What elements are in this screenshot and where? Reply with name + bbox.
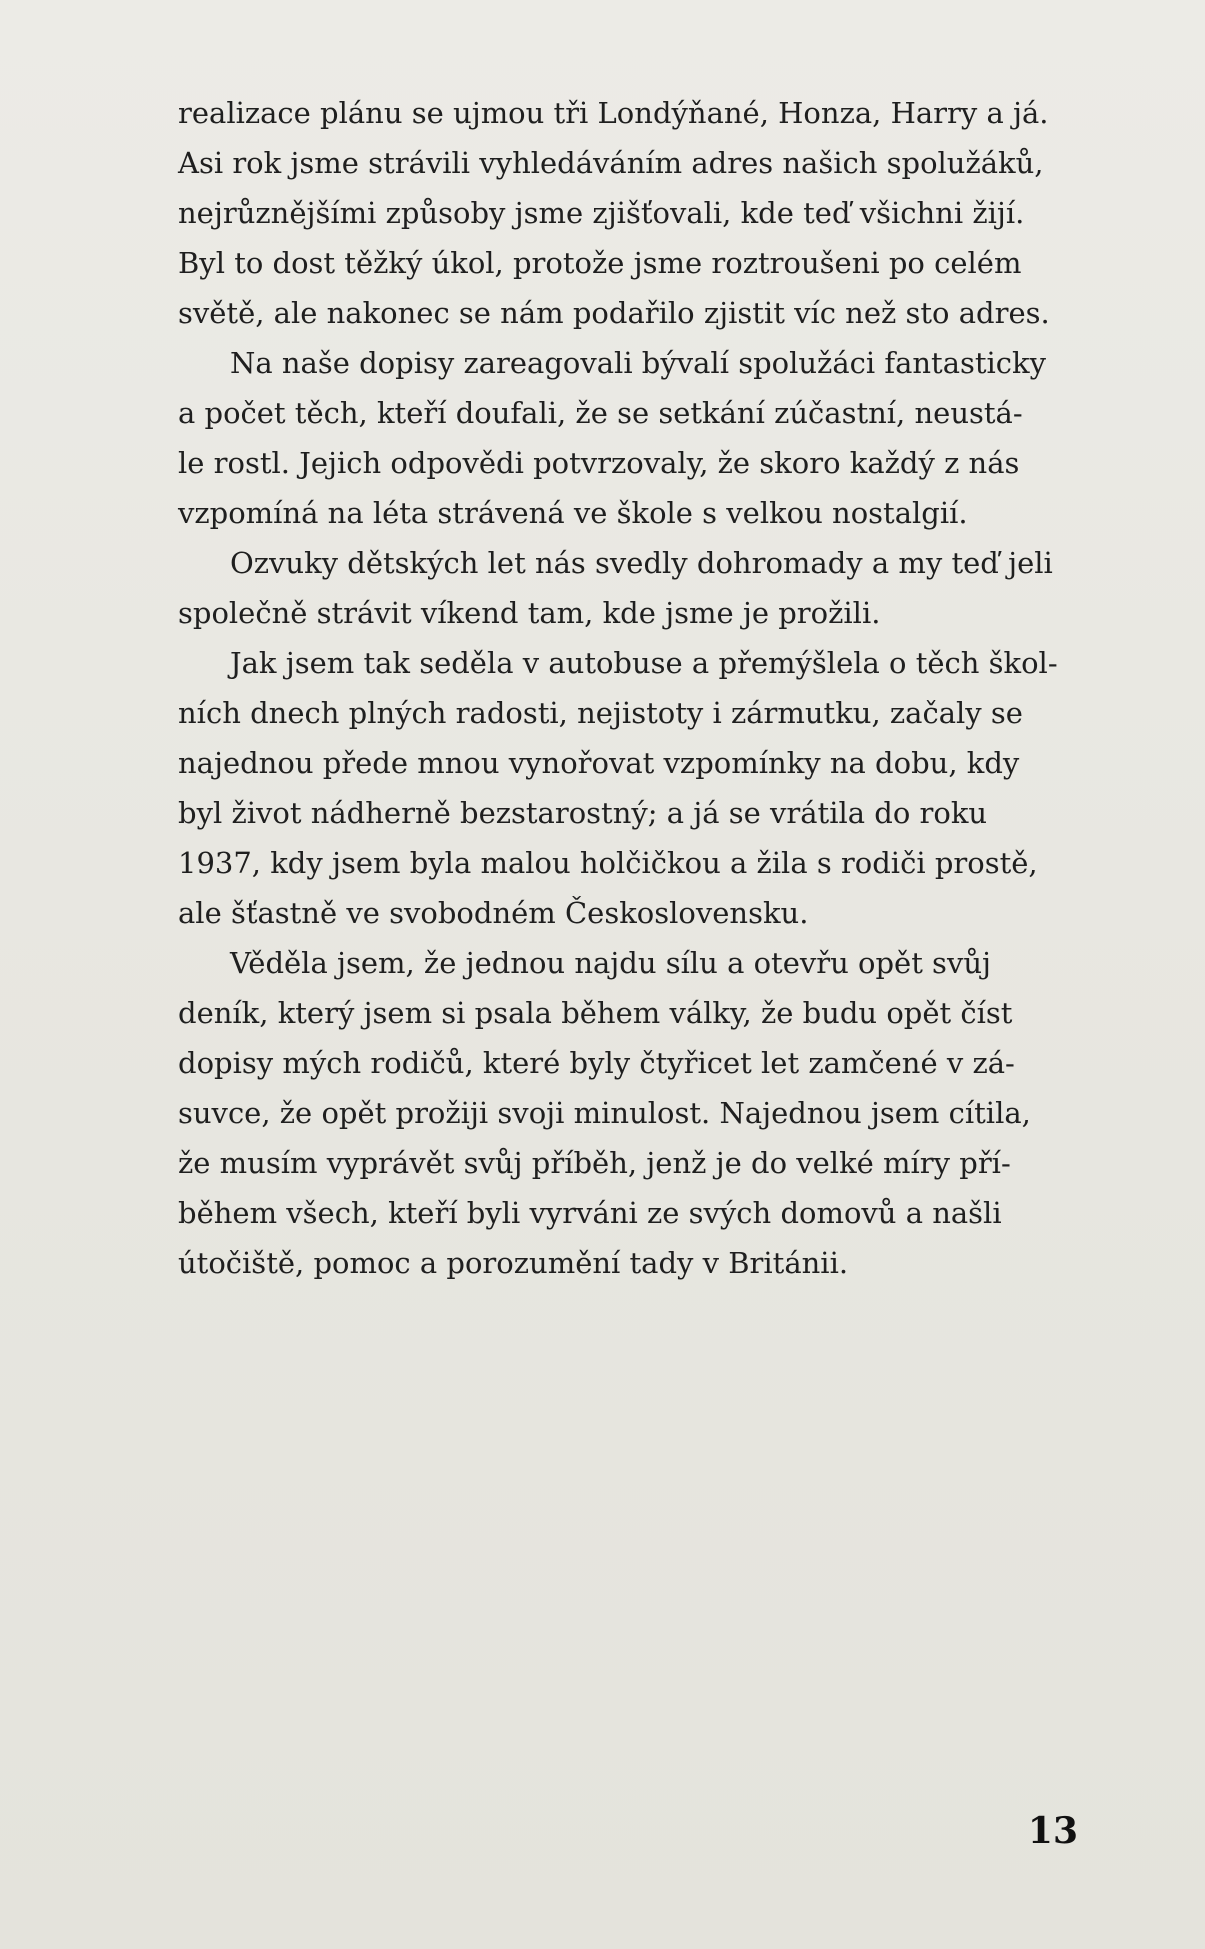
text-line: že musím vyprávět svůj příběh, jenž je do velké míry pří- <box>178 1146 1011 1180</box>
text-line: společně strávit víkend tam, kde jsme je prožili. <box>178 596 881 630</box>
text-line: Asi rok jsme strávili vyhledáváním adres našich spolužáků, <box>178 146 1044 180</box>
text-line: Byl to dost těžký úkol, protože jsme roztroušeni po celém <box>178 246 1022 280</box>
paragraph-2 <box>178 338 1078 538</box>
text-line: a počet těch, kteří doufali, že se setkání zúčastní, neustá- <box>178 396 1023 430</box>
paragraph-3 <box>178 538 1078 638</box>
text-line: útočiště, pomoc a porozumění tady v Británii. <box>178 1246 849 1280</box>
text-line: dopisy mých rodičů, které byly čtyřicet let zamčené v zá- <box>178 1046 1015 1080</box>
text-line: deník, který jsem si psala během války, že budu opět číst <box>178 996 1013 1030</box>
text-line: suvce, že opět prožiji svoji minulost. Najednou jsem cítila, <box>178 1096 1031 1130</box>
text-line: realizace plánu se ujmou tři Londýňané, Honza, Harry a já. <box>178 96 1049 130</box>
text-line: Jak jsem tak seděla v autobuse a přemýšlela o těch škol- <box>230 646 1058 680</box>
text-line: le rostl. Jejich odpovědi potvrzovaly, že skoro každý z nás <box>178 446 1020 480</box>
body-text <box>178 88 1078 1288</box>
text-line: Na naše dopisy zareagovali bývalí spolužáci fantasticky <box>230 346 1047 380</box>
text-line: světě, ale nakonec se nám podařilo zjistit víc než sto adres. <box>178 296 1050 330</box>
text-line: Věděla jsem, že jednou najdu sílu a otevřu opět svůj <box>230 946 991 980</box>
text-line: ních dnech plných radosti, nejistoty i zármutku, začaly se <box>178 696 1023 730</box>
text-line: ale šťastně ve svobodném Československu. <box>178 896 809 930</box>
paragraph-1 <box>178 88 1078 338</box>
text-line: nejrůznějšími způsoby jsme zjišťovali, kde teď všichni žijí. <box>178 196 1025 230</box>
text-line: vzpomíná na léta strávená ve škole s velkou nostalgií. <box>178 496 968 530</box>
paragraph-5 <box>178 938 1078 1288</box>
text-line: najednou přede mnou vynořovat vzpomínky na dobu, kdy <box>178 746 1020 780</box>
text-line: během všech, kteří byli vyrváni ze svých domovů a našli <box>178 1196 1002 1230</box>
paragraph-4 <box>178 638 1078 938</box>
page-number: 13 <box>1027 1810 1078 1852</box>
text-line: 1937, kdy jsem byla malou holčičkou a žila s rodiči prostě, <box>178 846 1038 880</box>
text-line: Ozvuky dětských let nás svedly dohromady a my teď jeli <box>230 546 1053 580</box>
text-line: byl život nádherně bezstarostný; a já se vrátila do roku <box>178 796 988 830</box>
